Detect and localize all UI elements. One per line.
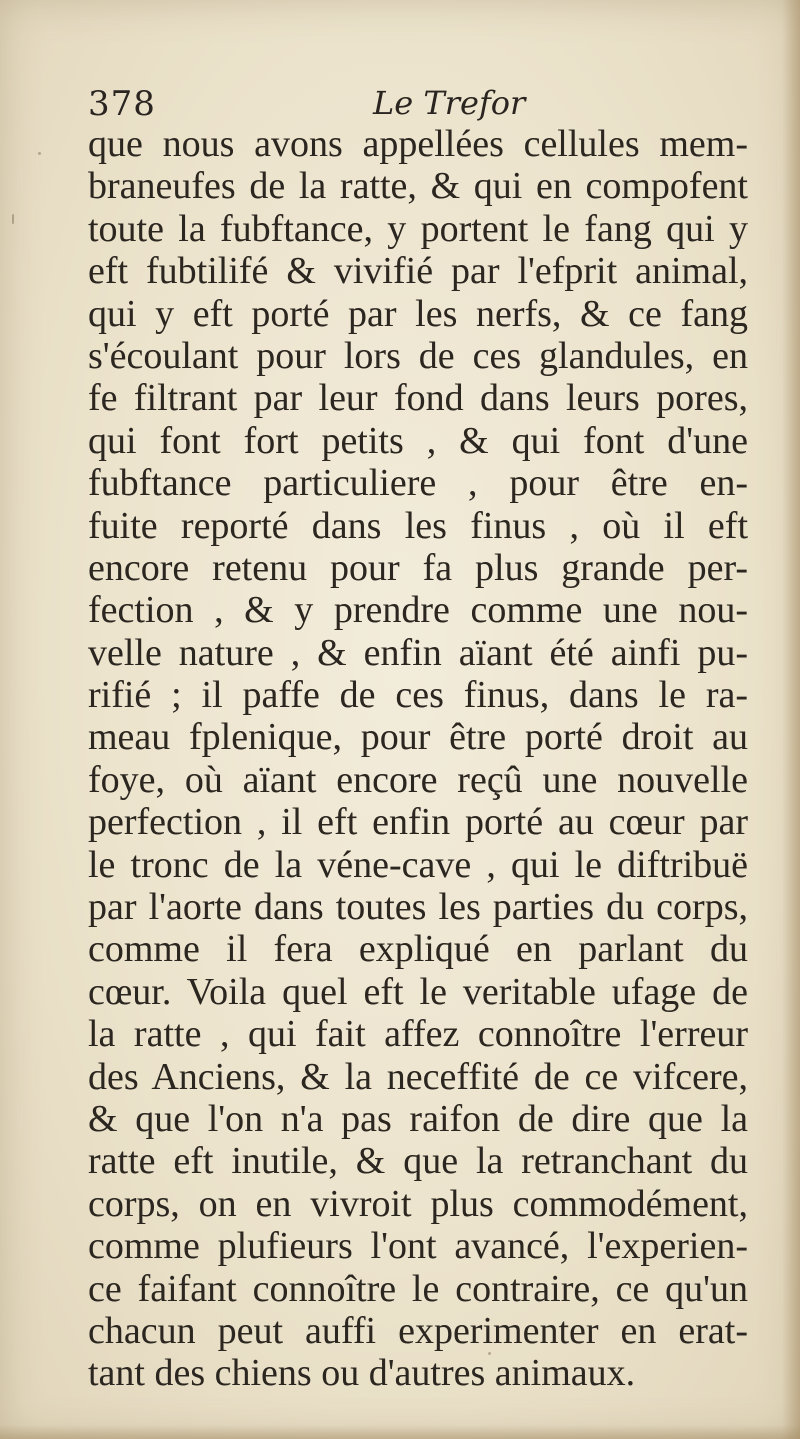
- paper-speck: [12, 214, 14, 224]
- text-line: qui y eft porté par les nerfs, & ce fang: [88, 292, 748, 335]
- text-line: encore retenu pour fa plus grande per-: [88, 546, 748, 589]
- text-line: perfection , il eft enfin porté au cœur par: [88, 801, 748, 844]
- text-line: comme il fera expliqué en parlant du: [88, 928, 748, 971]
- text-line: eft fubtilifé & vivifié par l'efprit animal,: [88, 250, 748, 293]
- page-bottom-shadow: [0, 1425, 800, 1439]
- text-line: toute la fubftance, y portent le fang qui y: [88, 207, 748, 250]
- text-line: velle nature , & enfin aïant été ainfi pu-: [88, 631, 748, 674]
- running-title: Le Trefor: [373, 84, 526, 122]
- text-line: foye, où aïant encore reçû une nouvelle: [88, 758, 748, 801]
- text-line: meau fplenique, pour être porté droit au: [88, 716, 748, 759]
- page-edge-shadow: [782, 0, 800, 1439]
- text-line: s'écoulant pour lors de ces glandules, en: [88, 334, 748, 377]
- text-line: le tronc de la véne-cave , qui le diftribuë: [88, 843, 748, 886]
- text-line: corps, on en vivroit plus commodément,: [88, 1182, 748, 1225]
- text-line: chacun peut auffi experimenter en erat-: [88, 1309, 748, 1352]
- text-line: fe filtrant par leur fond dans leurs pores,: [88, 377, 748, 420]
- text-line: cœur. Voila quel eft le veritable ufage de: [88, 970, 748, 1013]
- text-line: & que l'on n'a pas raifon de dire que la: [88, 1097, 748, 1140]
- text-line: fection , & y prendre comme une nou-: [88, 589, 748, 632]
- text-line: par l'aorte dans toutes les parties du corps,: [88, 886, 748, 929]
- text-line: fuite reporté dans les finus , où il eft: [88, 504, 748, 547]
- text-line: ratte eft inutile, & que la retranchant du: [88, 1140, 748, 1183]
- text-line: braneufes de la ratte, & qui en compofent: [88, 165, 748, 208]
- paper-speck: [488, 1352, 491, 1355]
- text-line: fubftance particuliere , pour être en-: [88, 462, 748, 505]
- body-text: [88, 123, 748, 1395]
- text-line: comme plufieurs l'ont avancé, l'experien-: [88, 1225, 748, 1268]
- text-line: des Anciens, & la neceffité de ce vifcere,: [88, 1055, 748, 1098]
- text-line-last: tant des chiens ou d'autres animaux.: [88, 1352, 636, 1395]
- paper-speck: [38, 152, 41, 155]
- page-number: 378: [88, 84, 156, 124]
- text-line: qui font fort petits , & qui font d'une: [88, 419, 748, 462]
- page-header: [88, 78, 738, 128]
- text-line: ce faifant connoître le contraire, ce qu'un: [88, 1267, 748, 1310]
- text-line: rifié ; il paffe de ces finus, dans le ra-: [88, 674, 748, 717]
- text-line: la ratte , qui fait affez connoître l'erreur: [88, 1013, 748, 1056]
- text-line: que nous avons appellées cellules mem-: [88, 123, 748, 165]
